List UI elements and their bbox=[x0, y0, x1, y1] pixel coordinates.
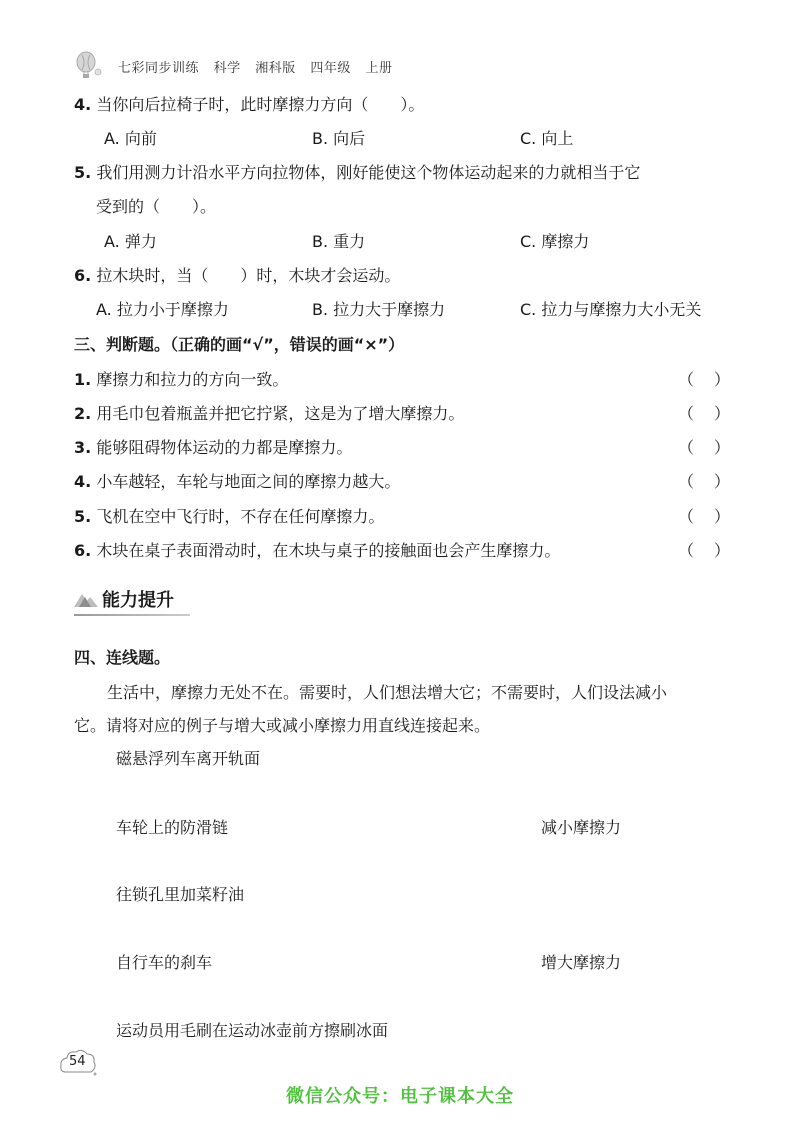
item-text: 飞机在空中飞行时，不存在任何摩擦力。 bbox=[96, 507, 385, 526]
tf-answer-2[interactable] bbox=[678, 401, 730, 424]
tf-item-6 bbox=[74, 538, 560, 561]
item-number: 2. bbox=[74, 404, 92, 423]
q6-option-b: B. 拉力大于摩擦力 bbox=[312, 300, 446, 319]
q5-option-c: C. 摩擦力 bbox=[520, 232, 590, 251]
item-text: 小车越轻，车轮与地面之间的摩擦力越大。 bbox=[96, 472, 401, 491]
paren-open: （ bbox=[678, 541, 695, 560]
ability-section-header bbox=[74, 586, 174, 612]
ability-underline bbox=[74, 614, 190, 616]
paren-close: ） bbox=[713, 507, 730, 526]
tf-item-3 bbox=[74, 435, 352, 458]
tf-item-5 bbox=[74, 504, 384, 527]
q4-option-a: A. 向前 bbox=[104, 129, 157, 148]
paren-open: （ bbox=[678, 472, 695, 491]
item-text: 能够阻碍物体运动的力都是摩擦力。 bbox=[96, 438, 353, 457]
item-text: 木块在桌子表面滑动时，在木块与桌子的接触面也会产生摩擦力。 bbox=[96, 541, 561, 560]
match-left-item-1[interactable]: 磁悬浮列车离开轨面 bbox=[116, 749, 261, 768]
footer-watermark: 微信公众号：电子课本大全 bbox=[286, 1086, 514, 1107]
paren-open: （ bbox=[678, 507, 695, 526]
section-3-title: 三、判断题。（正确的画“√”，错误的画“×”） bbox=[74, 335, 405, 354]
balloon-logo-icon bbox=[74, 51, 104, 81]
q6-option-c: C. 拉力与摩擦力大小无关 bbox=[520, 300, 702, 319]
header-title: 七彩同步训练 科学 湘科版 四年级 上册 bbox=[118, 60, 393, 76]
section-4-intro-line2: 它。请将对应的例子与增大或减小摩擦力用直线连接起来。 bbox=[74, 716, 491, 735]
paren-close: ） bbox=[713, 472, 730, 491]
q5-option-b: B. 重力 bbox=[312, 232, 366, 251]
paren-open: （ bbox=[678, 370, 695, 389]
match-right-item-increase[interactable]: 增大摩擦力 bbox=[541, 953, 622, 972]
section-4-title: 四、连线题。 bbox=[74, 648, 171, 667]
question-number: 5. bbox=[74, 163, 92, 182]
match-left-item-5[interactable]: 运动员用毛刷在运动冰壶前方擦刷冰面 bbox=[116, 1021, 389, 1040]
question-5 bbox=[74, 160, 640, 183]
question-5-line2: 受到的（ ）。 bbox=[96, 197, 217, 216]
tf-answer-3[interactable] bbox=[678, 435, 730, 458]
paren-close: ） bbox=[713, 404, 730, 423]
page-number bbox=[58, 1046, 98, 1080]
q6-option-a: A. 拉力小于摩擦力 bbox=[96, 300, 229, 319]
tf-answer-5[interactable] bbox=[678, 504, 730, 527]
q4-option-c: C. 向上 bbox=[520, 129, 574, 148]
tf-answer-1[interactable] bbox=[678, 367, 730, 390]
tf-item-2 bbox=[74, 401, 464, 424]
q5-option-a: A. 弹力 bbox=[104, 232, 157, 251]
question-number: 4. bbox=[74, 95, 92, 114]
paren-close: ） bbox=[713, 438, 730, 457]
item-number: 4. bbox=[74, 472, 92, 491]
paren-open: （ bbox=[678, 404, 695, 423]
paren-close: ） bbox=[713, 370, 730, 389]
item-text: 用毛巾包着瓶盖并把它拧紧，这是为了增大摩擦力。 bbox=[96, 404, 465, 423]
paren-open: （ bbox=[678, 438, 695, 457]
question-text: 当你向后拉椅子时，此时摩擦力方向（ ）。 bbox=[96, 95, 425, 114]
question-text: 拉木块时，当（ ）时，木块才会运动。 bbox=[96, 266, 401, 285]
item-number: 6. bbox=[74, 541, 92, 560]
item-number: 3. bbox=[74, 438, 92, 457]
tf-item-4 bbox=[74, 469, 400, 492]
section-4-intro-line1: 生活中，摩擦力无处不在。需要时，人们想法增大它；不需要时，人们设法减小 bbox=[107, 683, 668, 702]
page-header bbox=[74, 52, 393, 80]
question-6 bbox=[74, 263, 400, 286]
question-number: 6. bbox=[74, 266, 92, 285]
tf-item-1 bbox=[74, 367, 288, 390]
ability-title: 能力提升 bbox=[102, 590, 174, 611]
match-right-item-reduce[interactable]: 减小摩擦力 bbox=[541, 818, 622, 837]
q4-option-b: B. 向后 bbox=[312, 129, 366, 148]
question-4 bbox=[74, 92, 424, 115]
match-left-item-2[interactable]: 车轮上的防滑链 bbox=[116, 818, 229, 837]
match-left-item-3[interactable]: 往锁孔里加菜籽油 bbox=[116, 885, 245, 904]
paren-close: ） bbox=[713, 541, 730, 560]
page-number-text: 54 bbox=[69, 1054, 86, 1069]
match-left-item-4[interactable]: 自行车的刹车 bbox=[116, 953, 213, 972]
item-text: 摩擦力和拉力的方向一致。 bbox=[96, 370, 289, 389]
item-number: 1. bbox=[74, 370, 92, 389]
tf-answer-6[interactable] bbox=[678, 538, 730, 561]
mountain-icon bbox=[74, 589, 98, 609]
tf-answer-4[interactable] bbox=[678, 469, 730, 492]
question-text: 我们用测力计沿水平方向拉物体，刚好能使这个物体运动起来的力就相当于它 bbox=[96, 163, 641, 182]
item-number: 5. bbox=[74, 507, 92, 526]
